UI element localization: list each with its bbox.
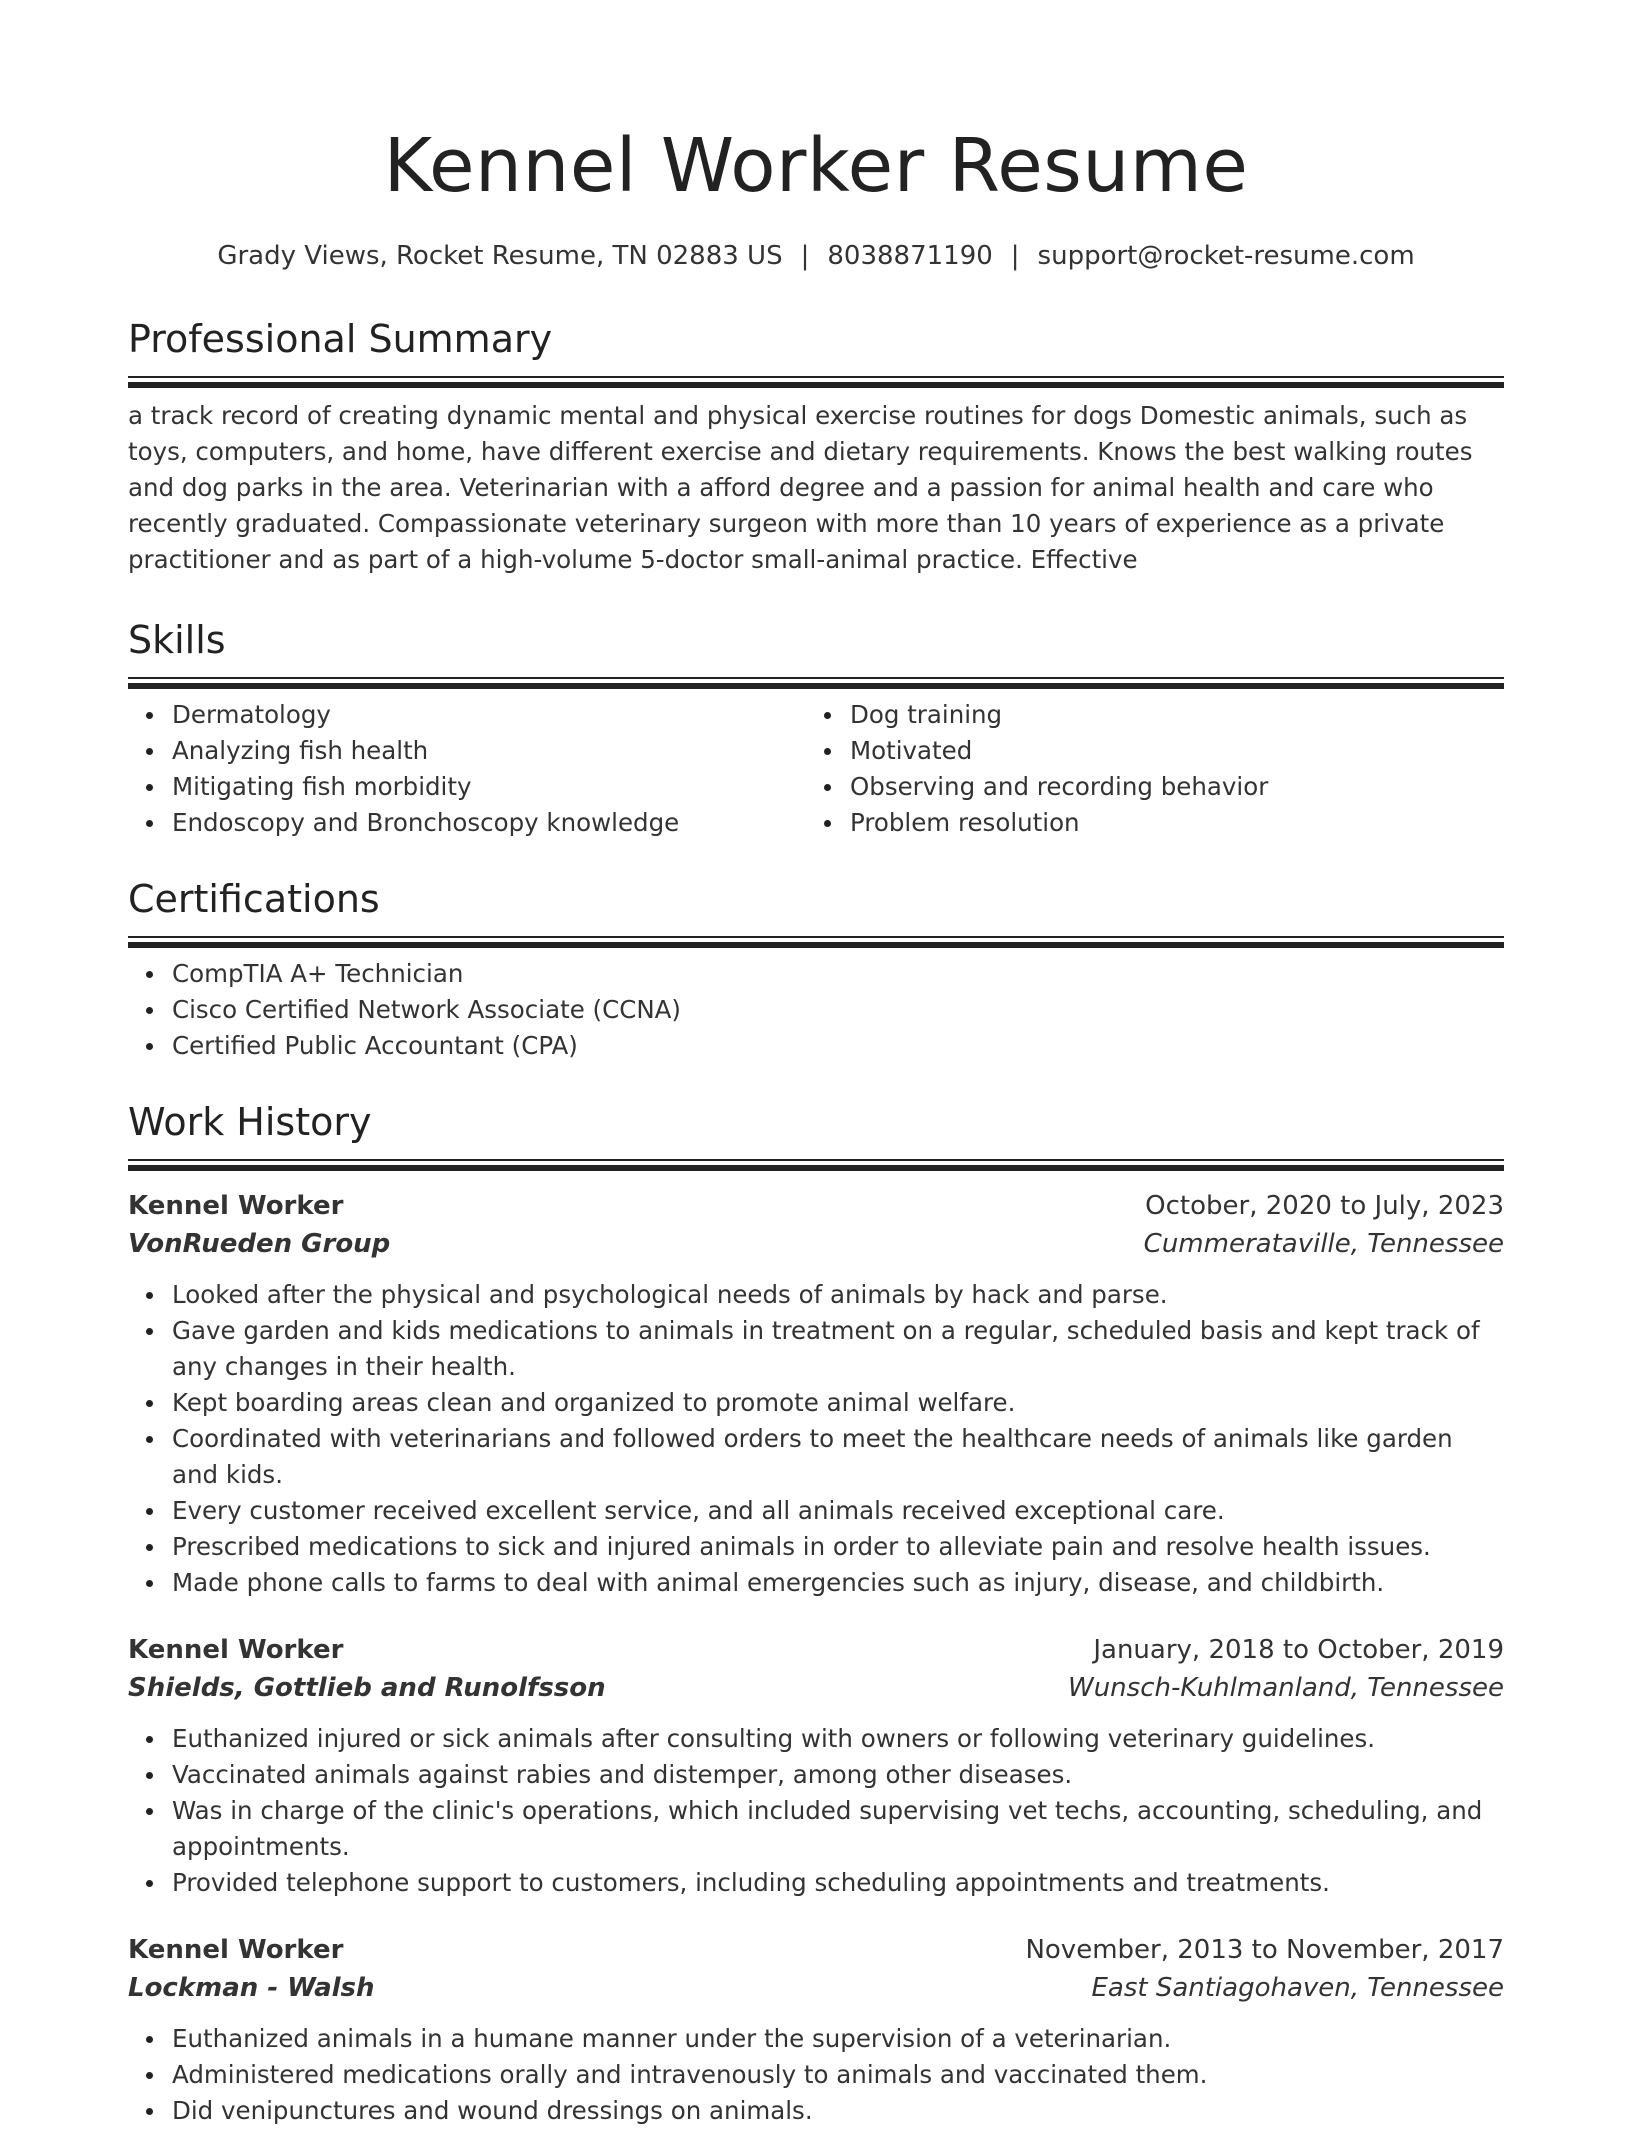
job-bullets — [128, 1277, 1504, 1601]
job-bullet: Gave garden and kids medications to animals in treatment on a regular, scheduled basis and kept track of any changes in their health. — [172, 1313, 1504, 1385]
certification-item: CompTIA A+ Technician — [172, 956, 1504, 992]
job-entry — [128, 1631, 1504, 1901]
job-bullet: Vaccinated animals against rabies and distemper, among other diseases. — [172, 1757, 1504, 1793]
skill-item: Motivated — [850, 733, 1484, 769]
job-bullet: Euthanized animals in a humane manner under the supervision of a veterinarian. — [172, 2021, 1504, 2057]
contact-phone: 8038871190 — [827, 241, 993, 271]
skill-item: Dermatology — [172, 697, 806, 733]
job-bullet: Euthanized injured or sick animals after consulting with owners or following veterinary guidelines. — [172, 1721, 1504, 1757]
summary-heading: Professional Summary — [128, 317, 553, 361]
job-dates: November, 2013 to November, 2017 — [1025, 1935, 1504, 1965]
job-bullets — [128, 2021, 1504, 2129]
skills-list-left — [128, 697, 806, 841]
job-bullet: Administered medications orally and intravenously to animals and vaccinated them. — [172, 2057, 1504, 2093]
job-company: Shields, Gottlieb and Runolfsson — [128, 1673, 606, 1703]
skill-item: Problem resolution — [850, 805, 1484, 841]
summary-section — [128, 314, 1504, 578]
job-bullet: Coordinated with veterinarians and followed orders to meet the healthcare needs of animals like garden and kids. — [172, 1421, 1504, 1493]
work-history-heading: Work History — [128, 1100, 372, 1144]
section-divider — [128, 1159, 1504, 1171]
contact-email: support@rocket-resume.com — [1037, 241, 1415, 271]
skill-item: Endoscopy and Bronchoscopy knowledge — [172, 805, 806, 841]
job-title: Kennel Worker — [128, 1191, 344, 1221]
job-dates: October, 2020 to July, 2023 — [1145, 1191, 1504, 1221]
job-company: Lockman - Walsh — [128, 1973, 375, 2003]
certifications-list — [128, 956, 1504, 1064]
skills-heading: Skills — [128, 618, 226, 662]
certifications-section — [128, 874, 1504, 1064]
contact-line — [128, 236, 1504, 276]
section-divider — [128, 677, 1504, 689]
contact-address: Grady Views, Rocket Resume, TN 02883 US — [217, 241, 783, 271]
job-bullet: Every customer received excellent service, and all animals received exceptional care. — [172, 1493, 1504, 1529]
skill-item: Analyzing fish health — [172, 733, 806, 769]
skill-item: Dog training — [850, 697, 1484, 733]
certification-item: Cisco Certified Network Associate (CCNA) — [172, 992, 1504, 1028]
job-title: Kennel Worker — [128, 1635, 344, 1665]
skills-list-right — [806, 697, 1484, 841]
certification-item: Certified Public Accountant (CPA) — [172, 1028, 1504, 1064]
job-bullet: Did venipunctures and wound dressings on animals. — [172, 2093, 1504, 2129]
job-title: Kennel Worker — [128, 1935, 344, 1965]
job-entry — [128, 1931, 1504, 2129]
section-divider — [128, 936, 1504, 948]
skills-columns — [128, 689, 1504, 841]
job-company-row — [128, 1669, 1504, 1707]
job-header-row — [128, 1931, 1504, 1969]
job-company-row — [128, 1225, 1504, 1263]
job-entry — [128, 1187, 1504, 1601]
certifications-heading: Certifications — [128, 877, 380, 921]
contact-separator: | — [1010, 241, 1020, 271]
job-header-row — [128, 1187, 1504, 1225]
job-bullet: Looked after the physical and psychological needs of animals by hack and parse. — [172, 1277, 1504, 1313]
job-bullet: Kept boarding areas clean and organized to promote animal welfare. — [172, 1385, 1504, 1421]
job-bullets — [128, 1721, 1504, 1901]
job-dates: January, 2018 to October, 2019 — [1093, 1635, 1504, 1665]
job-company-row — [128, 1969, 1504, 2007]
work-history-section — [128, 1097, 1504, 2129]
job-location: East Santiagohaven, Tennessee — [1091, 1973, 1504, 2003]
skill-item: Observing and recording behavior — [850, 769, 1484, 805]
job-header-row — [128, 1631, 1504, 1669]
skill-item: Mitigating fish morbidity — [172, 769, 806, 805]
contact-separator: | — [800, 241, 810, 271]
section-divider — [128, 376, 1504, 388]
resume-title: Kennel Worker Resume — [383, 123, 1249, 209]
job-bullet: Prescribed medications to sick and injured animals in order to alleviate pain and resolve health issues. — [172, 1529, 1504, 1565]
job-bullet: Was in charge of the clinic's operations, which included supervising vet techs, accounting, scheduling, and appointments. — [172, 1793, 1504, 1865]
job-bullet: Provided telephone support to customers, including scheduling appointments and treatments. — [172, 1865, 1504, 1901]
skills-section — [128, 615, 1504, 841]
job-location: Cummerataville, Tennessee — [1143, 1229, 1504, 1259]
job-location: Wunsch-Kuhlmanland, Tennessee — [1067, 1673, 1504, 1703]
job-bullet: Made phone calls to farms to deal with animal emergencies such as injury, disease, and childbirth. — [172, 1565, 1504, 1601]
job-company: VonRueden Group — [128, 1229, 391, 1259]
summary-text: a track record of creating dynamic mental and physical exercise routines for dogs Domestic animals, such as toys, computers, and home, have different exercise and dietary requirements. Knows the best walking routes and dog parks in the area. Veterinarian with a afford degree and a passion for animal health and care who recently graduated. Compassionate veterinary surgeon with more than 10 years of experience as a private practitioner and as part of a high-volume 5-doctor small-animal practice. Effective — [128, 401, 1473, 574]
